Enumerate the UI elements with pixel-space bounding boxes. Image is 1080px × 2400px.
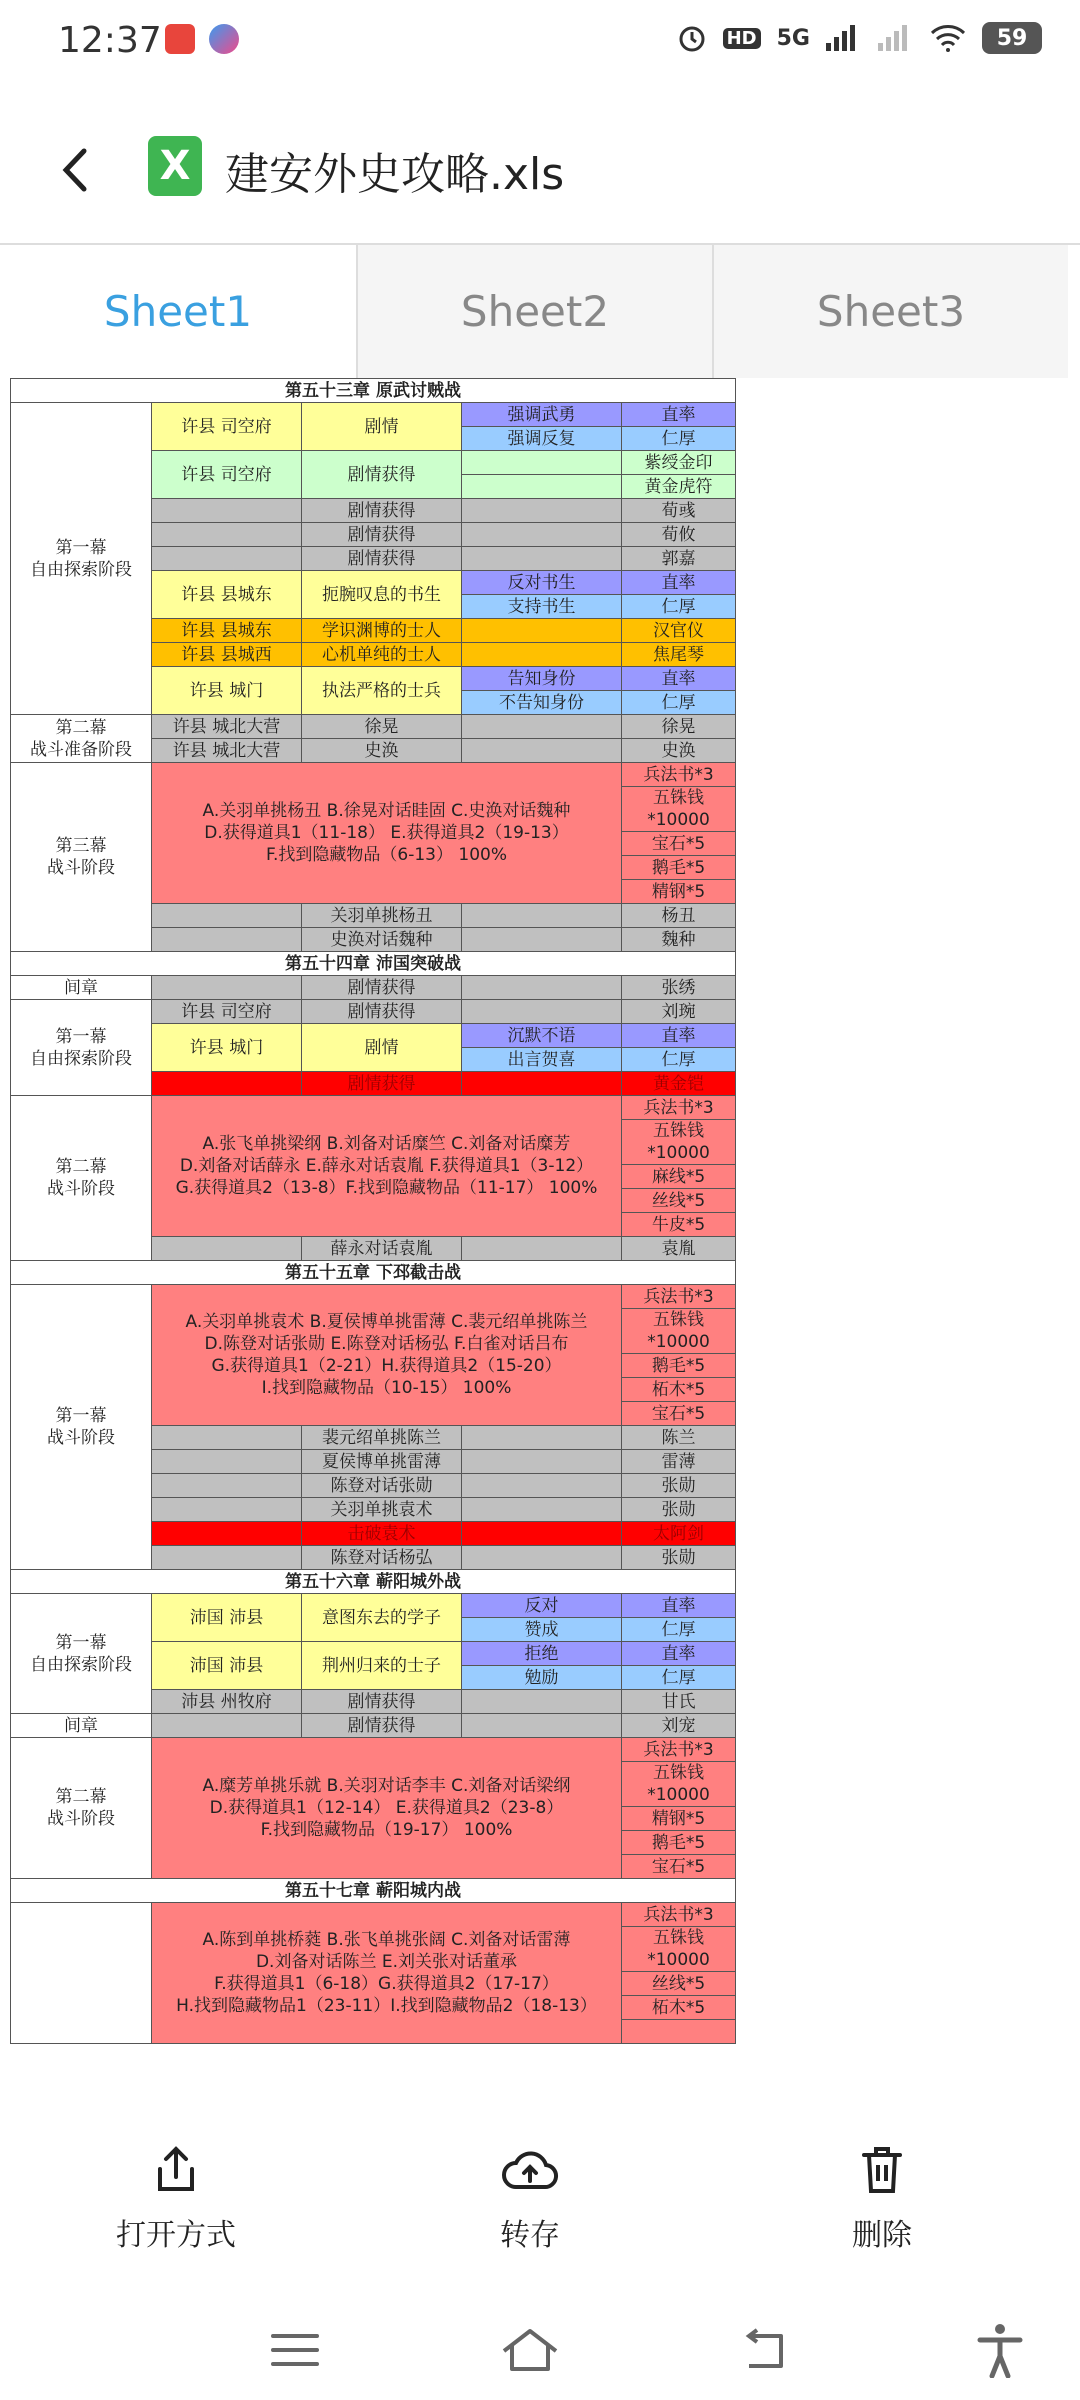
reward-cell: 兵法书*3 — [622, 1096, 736, 1120]
table-cell: 史涣 — [302, 739, 462, 763]
table-cell: 心机单纯的士人 — [302, 643, 462, 667]
table-cell: 张勋 — [622, 1546, 736, 1570]
status-indicators — [677, 22, 1042, 54]
table-cell: 强调武勇 — [462, 403, 622, 427]
table-cell: 太阿剑 — [622, 1522, 736, 1546]
tab-sheet2[interactable]: Sheet2 — [356, 245, 712, 378]
table-cell: 魏种 — [622, 928, 736, 952]
table-cell: 张绣 — [622, 976, 736, 1000]
table-cell: 裴元绍单挑陈兰 — [302, 1426, 462, 1450]
table-cell: 许县 县城东 — [152, 619, 302, 643]
reward-cell: 精钢*5 — [622, 880, 736, 904]
stage-cell: 第一幕 战斗阶段 — [11, 1285, 152, 1570]
save-to-cloud-button[interactable] — [430, 2140, 630, 2254]
table-cell: 剧情 — [302, 1024, 462, 1072]
status-notification-icons — [165, 24, 239, 54]
chapter-title: 第五十三章 原武讨贼战 — [11, 379, 736, 403]
spreadsheet-grid — [10, 378, 736, 2044]
table-cell: 执法严格的士兵 — [302, 667, 462, 715]
reward-cell: 精钢*5 — [622, 1807, 736, 1831]
table-cell — [462, 1426, 622, 1450]
stage-cell — [11, 1903, 152, 2044]
table-cell: 徐晃 — [302, 715, 462, 739]
reward-cell: 五铢钱 *10000 — [622, 1927, 736, 1972]
table-cell — [152, 904, 302, 928]
table-cell: 陈兰 — [622, 1426, 736, 1450]
reward-cell: 兵法书*3 — [622, 1903, 736, 1927]
save-label: 转存 — [500, 2218, 560, 2253]
reward-cell: 宝石*5 — [622, 832, 736, 856]
table-cell: 许县 城北大营 — [152, 715, 302, 739]
table-cell: 直率 — [622, 1024, 736, 1048]
table-cell: 关羽单挑袁术 — [302, 1498, 462, 1522]
table-cell — [152, 547, 302, 571]
system-nav-bar — [0, 2290, 1080, 2400]
alarm-icon — [677, 23, 707, 53]
app-notification-icon — [165, 24, 195, 54]
table-cell — [462, 1522, 622, 1546]
table-cell: 沛国 沛县 — [152, 1642, 302, 1690]
table-cell: 剧情获得 — [302, 523, 462, 547]
table-cell: 学识渊博的士人 — [302, 619, 462, 643]
delete-label: 删除 — [852, 2218, 912, 2253]
home-icon — [500, 2327, 560, 2373]
cloud-app-icon — [209, 24, 239, 54]
table-cell — [152, 1522, 302, 1546]
table-cell — [462, 1498, 622, 1522]
menu-icon — [271, 2332, 319, 2368]
table-cell: 夏侯博单挑雷薄 — [302, 1450, 462, 1474]
stage-cell: 间章 — [11, 1714, 152, 1738]
signal-2-icon — [878, 25, 914, 51]
table-cell: 黄金铠 — [622, 1072, 736, 1096]
table-cell: 直率 — [622, 667, 736, 691]
sheet-tabs — [0, 243, 1080, 380]
table-cell: 许县 县城西 — [152, 643, 302, 667]
table-cell: 焦尾琴 — [622, 643, 736, 667]
table-cell — [462, 499, 622, 523]
table-cell — [462, 1450, 622, 1474]
chapter-title: 第五十七章 蕲阳城内战 — [11, 1879, 736, 1903]
back-nav-button[interactable] — [735, 2320, 795, 2380]
tab-sheet3[interactable]: Sheet3 — [712, 245, 1068, 378]
reward-cell: 宝石*5 — [622, 1855, 736, 1879]
table-cell: 许县 县城东 — [152, 571, 302, 619]
stage-cell: 第一幕 自由探索阶段 — [11, 403, 152, 715]
table-cell: 剧情获得 — [302, 976, 462, 1000]
reward-cell: 鹅毛*5 — [622, 856, 736, 880]
table-cell: 击破袁术 — [302, 1522, 462, 1546]
table-cell — [152, 976, 302, 1000]
table-cell: 仁厚 — [622, 1048, 736, 1072]
open-with-button[interactable] — [76, 2140, 276, 2254]
table-cell — [462, 619, 622, 643]
table-cell — [152, 1474, 302, 1498]
reward-cell: 兵法书*3 — [622, 763, 736, 787]
table-cell — [462, 547, 622, 571]
table-cell — [462, 1546, 622, 1570]
chapter-title: 第五十六章 蕲阳城外战 — [11, 1570, 736, 1594]
reward-cell: 宝石*5 — [622, 1402, 736, 1426]
file-title: 建安外史攻略.xls — [225, 149, 565, 200]
reward-cell: 兵法书*3 — [622, 1738, 736, 1762]
table-cell: 剧情获得 — [302, 1714, 462, 1738]
excel-file-icon: X — [148, 136, 202, 196]
bottom-action-bar — [0, 2110, 1080, 2280]
table-cell: 强调反复 — [462, 427, 622, 451]
table-cell: 许县 司空府 — [152, 1000, 302, 1024]
cloud-upload-icon — [430, 2140, 630, 2200]
table-cell — [152, 1426, 302, 1450]
table-cell: 支持书生 — [462, 595, 622, 619]
objectives-cell: A.张飞单挑梁纲 B.刘备对话糜竺 C.刘备对话糜芳 D.刘备对话薛永 E.薛永对话袁胤 F.获得道具1（3-12） G.获得道具2（13-8）F.找到隐藏物品（11-17） 100% — [152, 1096, 622, 1237]
table-cell: 许县 司空府 — [152, 403, 302, 451]
reward-cell: 柘木*5 — [622, 1996, 736, 2020]
table-cell: 剧情获得 — [302, 1690, 462, 1714]
table-cell: 直率 — [622, 403, 736, 427]
table-cell — [462, 1690, 622, 1714]
table-cell: 史涣 — [622, 739, 736, 763]
table-cell: 荀攸 — [622, 523, 736, 547]
reward-cell: 丝线*5 — [622, 1972, 736, 1996]
table-cell: 关羽单挑杨丑 — [302, 904, 462, 928]
table-cell: 汉官仪 — [622, 619, 736, 643]
table-cell: 袁胤 — [622, 1237, 736, 1261]
status-bar — [0, 0, 1080, 80]
table-cell: 反对 — [462, 1594, 622, 1618]
hd-icon: HD — [723, 28, 761, 49]
table-cell — [462, 1474, 622, 1498]
table-cell: 张勋 — [622, 1498, 736, 1522]
table-cell: 告知身份 — [462, 667, 622, 691]
table-cell: 郭嘉 — [622, 547, 736, 571]
table-cell: 直率 — [622, 571, 736, 595]
table-cell: 仁厚 — [622, 595, 736, 619]
share-icon — [76, 2140, 276, 2200]
table-cell — [462, 1714, 622, 1738]
table-cell: 仁厚 — [622, 427, 736, 451]
table-cell — [462, 904, 622, 928]
table-cell: 荆州归来的士子 — [302, 1642, 462, 1690]
home-nav-button[interactable] — [500, 2320, 560, 2380]
table-cell: 仁厚 — [622, 1666, 736, 1690]
objectives-cell: A.关羽单挑袁术 B.夏侯博单挑雷薄 C.裴元绍单挑陈兰 D.陈登对话张勋 E.陈登对话杨弘 F.白雀对话吕布 G.获得道具1（2-21）H.获得道具2（15-20） I.找到隐藏物品（10-15） 100% — [152, 1285, 622, 1426]
table-cell: 薛永对话袁胤 — [302, 1237, 462, 1261]
stage-cell: 第一幕 自由探索阶段 — [11, 1000, 152, 1096]
table-cell — [462, 523, 622, 547]
table-cell: 许县 城门 — [152, 1024, 302, 1072]
stage-cell: 第三幕 战斗阶段 — [11, 763, 152, 952]
table-cell: 直率 — [622, 1642, 736, 1666]
back-arrow-icon — [60, 147, 90, 193]
back-nav-icon — [739, 2328, 791, 2372]
table-cell: 沉默不语 — [462, 1024, 622, 1048]
table-cell: 甘氏 — [622, 1690, 736, 1714]
table-cell: 拒绝 — [462, 1642, 622, 1666]
accessibility-button[interactable] — [970, 2320, 1030, 2380]
table-cell: 陈登对话张勋 — [302, 1474, 462, 1498]
table-cell — [152, 928, 302, 952]
table-cell: 剧情获得 — [302, 1072, 462, 1096]
reward-cell: 五铢钱 *10000 — [622, 1762, 736, 1807]
reward-cell: 五铢钱 *10000 — [622, 1120, 736, 1165]
table-cell: 徐晃 — [622, 715, 736, 739]
delete-button[interactable] — [782, 2140, 982, 2254]
table-cell — [462, 1237, 622, 1261]
app-header — [0, 110, 1080, 230]
table-cell: 反对书生 — [462, 571, 622, 595]
open-with-label: 打开方式 — [116, 2218, 236, 2253]
table-cell — [462, 643, 622, 667]
table-cell — [152, 1072, 302, 1096]
signal-icon — [826, 25, 862, 51]
chapter-title: 第五十五章 下邳截击战 — [11, 1261, 736, 1285]
reward-cell: 丝线*5 — [622, 1189, 736, 1213]
table-cell: 张勋 — [622, 1474, 736, 1498]
table-cell: 不告知身份 — [462, 691, 622, 715]
objectives-cell: A.糜芳单挑乐就 B.关羽对话李丰 C.刘备对话梁纲 D.获得道具1（12-14） E.获得道具2（23-8） F.找到隐藏物品（19-17） 100% — [152, 1738, 622, 1879]
reward-cell: 鹅毛*5 — [622, 1354, 736, 1378]
table-cell — [462, 739, 622, 763]
table-cell — [152, 1498, 302, 1522]
menu-nav-button[interactable] — [265, 2320, 325, 2380]
table-cell: 剧情获得 — [302, 451, 462, 499]
network-type: 5G — [776, 25, 810, 51]
reward-cell: 五铢钱 *10000 — [622, 1309, 736, 1354]
table-cell: 许县 城门 — [152, 667, 302, 715]
table-cell: 杨丑 — [622, 904, 736, 928]
objectives-cell: A.陈到单挑桥蕤 B.张飞单挑张阔 C.刘备对话雷薄 D.刘备对话陈兰 E.刘关张对话董承 F.获得道具1（6-18）G.获得道具2（17-17） H.找到隐藏物品1（23-11）I.找到隐藏物品2（18-13） — [152, 1903, 622, 2044]
stage-cell: 间章 — [11, 976, 152, 1000]
reward-cell: 五铢钱 *10000 — [622, 787, 736, 832]
table-cell: 荀彧 — [622, 499, 736, 523]
table-cell: 出言贺喜 — [462, 1048, 622, 1072]
stage-cell: 第二幕 战斗准备阶段 — [11, 715, 152, 763]
chapter-title: 第五十四章 沛国突破战 — [11, 952, 736, 976]
table-cell: 沛国 沛县 — [152, 1594, 302, 1642]
table-cell — [152, 1237, 302, 1261]
table-cell: 黄金虎符 — [622, 475, 736, 499]
table-cell: 刘宠 — [622, 1714, 736, 1738]
table-cell: 意图东去的学子 — [302, 1594, 462, 1642]
table-cell: 许县 城北大营 — [152, 739, 302, 763]
trash-icon — [782, 2140, 982, 2200]
stage-cell: 第二幕 战斗阶段 — [11, 1738, 152, 1879]
table-cell: 剧情 — [302, 403, 462, 451]
table-cell: 赞成 — [462, 1618, 622, 1642]
table-cell: 沛县 州牧府 — [152, 1690, 302, 1714]
reward-cell: 鹅毛*5 — [622, 1831, 736, 1855]
reward-cell: 兵法书*3 — [622, 1285, 736, 1309]
table-cell: 剧情获得 — [302, 1000, 462, 1024]
table-cell: 陈登对话杨弘 — [302, 1546, 462, 1570]
table-cell: 紫绶金印 — [622, 451, 736, 475]
wifi-icon — [930, 24, 966, 52]
table-cell — [152, 523, 302, 547]
table-cell — [462, 451, 622, 475]
table-cell: 剧情获得 — [302, 499, 462, 523]
status-time: 12:37 — [58, 20, 162, 61]
table-cell: 仁厚 — [622, 691, 736, 715]
spreadsheet-view[interactable] — [0, 378, 1080, 2110]
reward-cell — [622, 2020, 736, 2044]
table-cell: 勉励 — [462, 1666, 622, 1690]
table-cell: 刘琬 — [622, 1000, 736, 1024]
stage-cell: 第二幕 战斗阶段 — [11, 1096, 152, 1261]
battery-icon: 59 — [982, 22, 1042, 54]
table-cell — [462, 928, 622, 952]
table-cell — [462, 1000, 622, 1024]
table-cell — [152, 1714, 302, 1738]
table-cell: 剧情获得 — [302, 547, 462, 571]
table-cell: 直率 — [622, 1594, 736, 1618]
table-cell — [152, 499, 302, 523]
reward-cell: 麻线*5 — [622, 1165, 736, 1189]
reward-cell: 牛皮*5 — [622, 1213, 736, 1237]
stage-cell: 第一幕 自由探索阶段 — [11, 1594, 152, 1714]
accessibility-icon — [976, 2322, 1024, 2378]
table-cell: 许县 司空府 — [152, 451, 302, 499]
table-cell: 史涣对话魏种 — [302, 928, 462, 952]
table-cell — [462, 1072, 622, 1096]
reward-cell: 柘木*5 — [622, 1378, 736, 1402]
table-cell: 雷薄 — [622, 1450, 736, 1474]
table-cell — [462, 715, 622, 739]
table-cell — [462, 475, 622, 499]
back-button[interactable] — [50, 140, 100, 200]
table-cell — [152, 1546, 302, 1570]
table-cell: 仁厚 — [622, 1618, 736, 1642]
table-cell — [462, 976, 622, 1000]
tab-sheet1[interactable]: Sheet1 — [0, 245, 356, 378]
table-cell — [152, 1450, 302, 1474]
objectives-cell: A.关羽单挑杨丑 B.徐晃对话眭固 C.史涣对话魏种 D.获得道具1（11-18） E.获得道具2（19-13） F.找到隐藏物品（6-13） 100% — [152, 763, 622, 904]
table-cell: 扼腕叹息的书生 — [302, 571, 462, 619]
